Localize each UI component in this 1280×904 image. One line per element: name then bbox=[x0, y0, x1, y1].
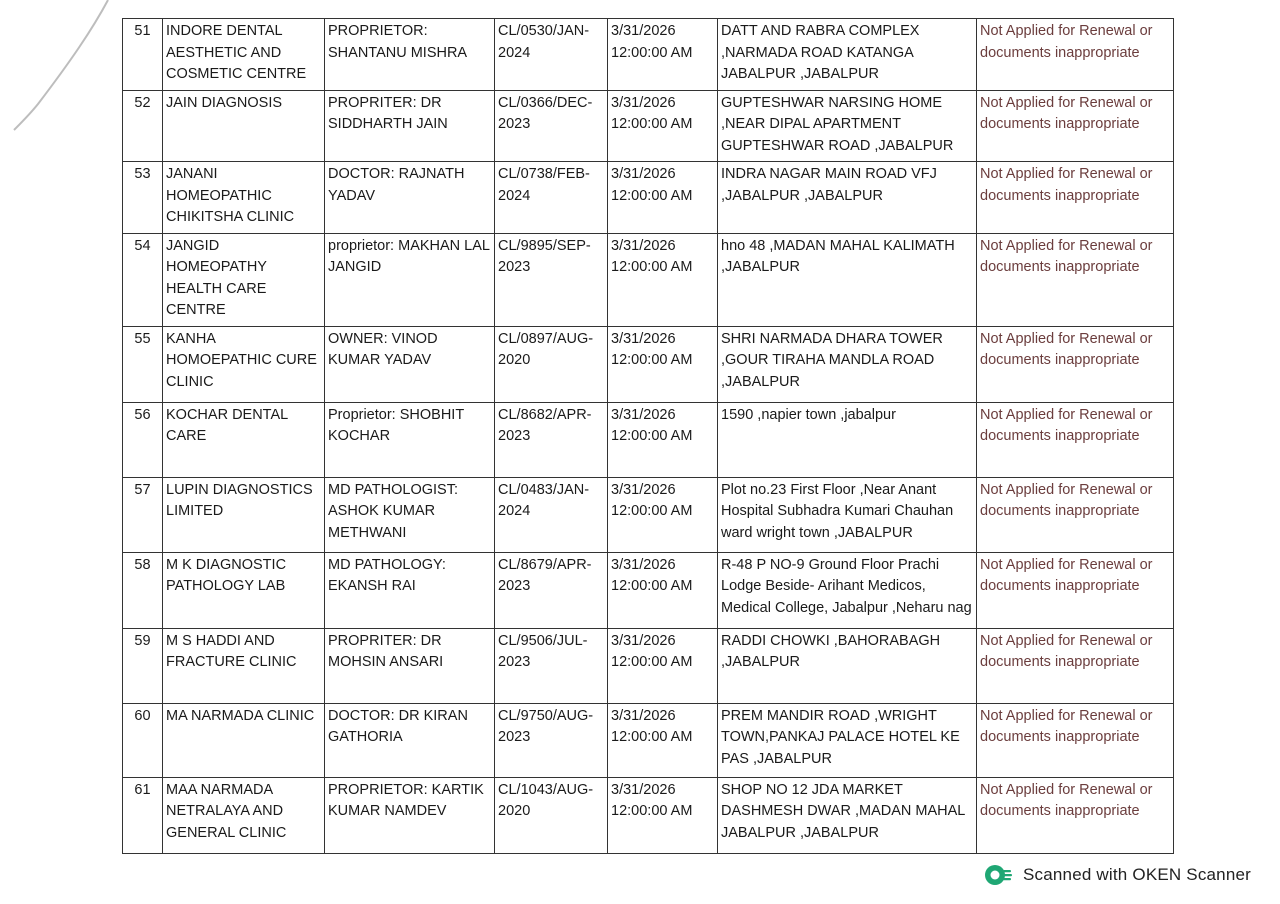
valid-upto-cell: 3/31/2026 12:00:00 AM bbox=[608, 19, 718, 91]
owner-name-cell: MD PATHOLOGIST: ASHOK KUMAR METHWANI bbox=[325, 477, 495, 552]
valid-upto-cell: 3/31/2026 12:00:00 AM bbox=[608, 233, 718, 326]
owner-name-cell: OWNER: VINOD KUMAR YADAV bbox=[325, 326, 495, 402]
oken-scanner-logo-icon bbox=[983, 862, 1013, 888]
address-cell: INDRA NAGAR MAIN ROAD VFJ ,JABALPUR ,JABALPUR bbox=[718, 162, 977, 234]
valid-upto-cell: 3/31/2026 12:00:00 AM bbox=[608, 628, 718, 703]
row-number-cell: 54 bbox=[123, 233, 163, 326]
owner-name-cell: DOCTOR: RAJNATH YADAV bbox=[325, 162, 495, 234]
owner-name-cell: PROPRITER: DR MOHSIN ANSARI bbox=[325, 628, 495, 703]
license-number-cell: CL/1043/AUG-2020 bbox=[495, 777, 608, 853]
address-cell: Plot no.23 First Floor ,Near Anant Hospital Subhadra Kumari Chauhan ward wright town ,JABALPUR bbox=[718, 477, 977, 552]
address-cell: DATT AND RABRA COMPLEX ,NARMADA ROAD KATANGA JABALPUR ,JABALPUR bbox=[718, 19, 977, 91]
row-number-cell: 53 bbox=[123, 162, 163, 234]
facility-name-cell: KANHA HOMOEPATHIC CURE CLINIC bbox=[163, 326, 325, 402]
license-number-cell: CL/0738/FEB-2024 bbox=[495, 162, 608, 234]
valid-upto-cell: 3/31/2026 12:00:00 AM bbox=[608, 777, 718, 853]
renewal-status-cell: Not Applied for Renewal or documents inappropriate bbox=[977, 777, 1174, 853]
facility-name-cell: LUPIN DIAGNOSTICS LIMITED bbox=[163, 477, 325, 552]
facility-name-cell: INDORE DENTAL AESTHETIC AND COSMETIC CENTRE bbox=[163, 19, 325, 91]
facility-name-cell: JAIN DIAGNOSIS bbox=[163, 90, 325, 162]
scanner-label: Scanned with OKEN Scanner bbox=[1023, 865, 1252, 884]
paper-fold-mark bbox=[0, 0, 140, 140]
valid-upto-cell: 3/31/2026 12:00:00 AM bbox=[608, 703, 718, 777]
row-number-cell: 52 bbox=[123, 90, 163, 162]
address-cell: PREM MANDIR ROAD ,WRIGHT TOWN,PANKAJ PALACE HOTEL KE PAS ,JABALPUR bbox=[718, 703, 977, 777]
row-number-cell: 56 bbox=[123, 402, 163, 477]
license-number-cell: CL/0530/JAN-2024 bbox=[495, 19, 608, 91]
renewal-status-cell: Not Applied for Renewal or documents inappropriate bbox=[977, 552, 1174, 628]
row-number-cell: 57 bbox=[123, 477, 163, 552]
row-number-cell: 58 bbox=[123, 552, 163, 628]
license-number-cell: CL/8682/APR-2023 bbox=[495, 402, 608, 477]
row-number-cell: 55 bbox=[123, 326, 163, 402]
facility-name-cell: MA NARMADA CLINIC bbox=[163, 703, 325, 777]
row-number-cell: 59 bbox=[123, 628, 163, 703]
row-number-cell: 60 bbox=[123, 703, 163, 777]
table-row bbox=[123, 477, 1174, 552]
address-cell: 1590 ,napier town ,jabalpur bbox=[718, 402, 977, 477]
owner-name-cell: Proprietor: SHOBHIT KOCHAR bbox=[325, 402, 495, 477]
license-number-cell: CL/9506/JUL-2023 bbox=[495, 628, 608, 703]
valid-upto-cell: 3/31/2026 12:00:00 AM bbox=[608, 552, 718, 628]
table-row bbox=[123, 19, 1174, 91]
valid-upto-cell: 3/31/2026 12:00:00 AM bbox=[608, 326, 718, 402]
valid-upto-cell: 3/31/2026 12:00:00 AM bbox=[608, 402, 718, 477]
owner-name-cell: PROPRIETOR: SHANTANU MISHRA bbox=[325, 19, 495, 91]
table-row bbox=[123, 90, 1174, 162]
renewal-status-cell: Not Applied for Renewal or documents inappropriate bbox=[977, 628, 1174, 703]
renewal-status-cell: Not Applied for Renewal or documents inappropriate bbox=[977, 162, 1174, 234]
table-row bbox=[123, 402, 1174, 477]
address-cell: RADDI CHOWKI ,BAHORABAGH ,JABALPUR bbox=[718, 628, 977, 703]
valid-upto-cell: 3/31/2026 12:00:00 AM bbox=[608, 477, 718, 552]
table-row bbox=[123, 552, 1174, 628]
renewal-status-cell: Not Applied for Renewal or documents inappropriate bbox=[977, 233, 1174, 326]
scanner-watermark bbox=[983, 862, 1251, 888]
renewal-status-cell: Not Applied for Renewal or documents inappropriate bbox=[977, 19, 1174, 91]
table-row bbox=[123, 777, 1174, 853]
license-records-table bbox=[122, 18, 1174, 854]
renewal-status-cell: Not Applied for Renewal or documents inappropriate bbox=[977, 90, 1174, 162]
renewal-status-cell: Not Applied for Renewal or documents inappropriate bbox=[977, 703, 1174, 777]
renewal-status-cell: Not Applied for Renewal or documents inappropriate bbox=[977, 326, 1174, 402]
table-row bbox=[123, 703, 1174, 777]
table-row bbox=[123, 233, 1174, 326]
facility-name-cell: M K DIAGNOSTIC PATHOLOGY LAB bbox=[163, 552, 325, 628]
license-number-cell: CL/9750/AUG-2023 bbox=[495, 703, 608, 777]
row-number-cell: 51 bbox=[123, 19, 163, 91]
facility-name-cell: MAA NARMADA NETRALAYA AND GENERAL CLINIC bbox=[163, 777, 325, 853]
license-number-cell: CL/8679/APR-2023 bbox=[495, 552, 608, 628]
table-row bbox=[123, 326, 1174, 402]
address-cell: hno 48 ,MADAN MAHAL KALIMATH ,JABALPUR bbox=[718, 233, 977, 326]
owner-name-cell: MD PATHOLOGY: EKANSH RAI bbox=[325, 552, 495, 628]
renewal-status-cell: Not Applied for Renewal or documents inappropriate bbox=[977, 402, 1174, 477]
license-number-cell: CL/0366/DEC-2023 bbox=[495, 90, 608, 162]
license-number-cell: CL/9895/SEP-2023 bbox=[495, 233, 608, 326]
owner-name-cell: PROPRITER: DR SIDDHARTH JAIN bbox=[325, 90, 495, 162]
license-number-cell: CL/0483/JAN-2024 bbox=[495, 477, 608, 552]
valid-upto-cell: 3/31/2026 12:00:00 AM bbox=[608, 162, 718, 234]
owner-name-cell: proprietor: MAKHAN LAL JANGID bbox=[325, 233, 495, 326]
address-cell: GUPTESHWAR NARSING HOME ,NEAR DIPAL APARTMENT GUPTESHWAR ROAD ,JABALPUR bbox=[718, 90, 977, 162]
license-number-cell: CL/0897/AUG-2020 bbox=[495, 326, 608, 402]
renewal-status-cell: Not Applied for Renewal or documents inappropriate bbox=[977, 477, 1174, 552]
owner-name-cell: PROPRIETOR: KARTIK KUMAR NAMDEV bbox=[325, 777, 495, 853]
row-number-cell: 61 bbox=[123, 777, 163, 853]
table-row bbox=[123, 628, 1174, 703]
table-body bbox=[123, 19, 1174, 854]
address-cell: SHRI NARMADA DHARA TOWER ,GOUR TIRAHA MANDLA ROAD ,JABALPUR bbox=[718, 326, 977, 402]
owner-name-cell: DOCTOR: DR KIRAN GATHORIA bbox=[325, 703, 495, 777]
address-cell: R-48 P NO-9 Ground Floor Prachi Lodge Beside- Arihant Medicos, Medical College, Jabalpur ,Neharu nag bbox=[718, 552, 977, 628]
facility-name-cell: KOCHAR DENTAL CARE bbox=[163, 402, 325, 477]
table-row bbox=[123, 162, 1174, 234]
facility-name-cell: M S HADDI AND FRACTURE CLINIC bbox=[163, 628, 325, 703]
address-cell: SHOP NO 12 JDA MARKET DASHMESH DWAR ,MADAN MAHAL JABALPUR ,JABALPUR bbox=[718, 777, 977, 853]
valid-upto-cell: 3/31/2026 12:00:00 AM bbox=[608, 90, 718, 162]
facility-name-cell: JANGID HOMEOPATHY HEALTH CARE CENTRE bbox=[163, 233, 325, 326]
facility-name-cell: JANANI HOMEOPATHIC CHIKITSHA CLINIC bbox=[163, 162, 325, 234]
